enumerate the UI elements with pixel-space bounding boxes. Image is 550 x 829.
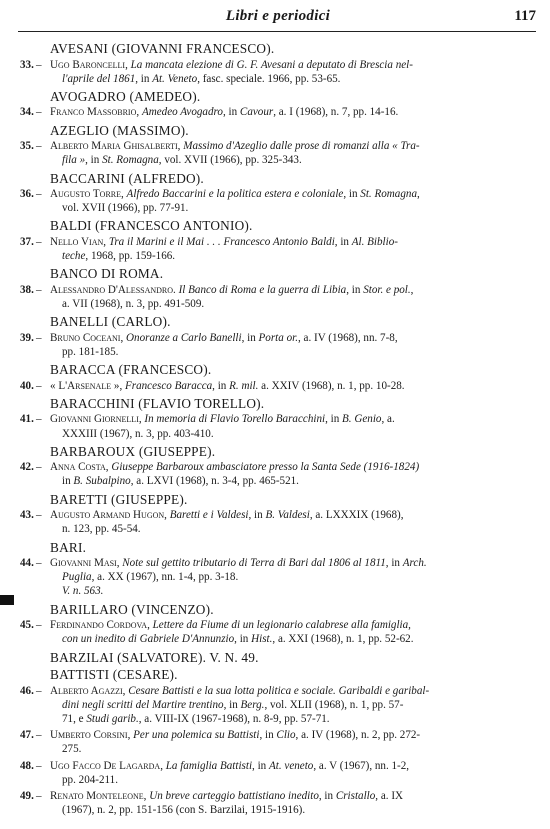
citation-text: , a. LXXXIX (1968), [309,509,404,522]
entry-line [50,412,538,426]
subject-heading: BARACCHINI (FLAVIO TORELLO). [50,395,265,411]
citation-text: , [147,619,153,632]
bibliography-entry [0,789,550,817]
author-name: Anna Costa [50,461,106,474]
author-name: Alberto Agazzi [50,684,123,697]
entry-line [50,345,538,359]
title-text: dini negli scritti del Martire trentino [62,698,224,711]
author-name: Giovanni Masi [50,557,117,570]
entry-number: 46. [20,684,34,697]
entry-number: 45. [20,619,34,632]
citation-text: , a. LXVI (1968), n. 3-4, pp. 465-521. [130,475,299,488]
entry-line [50,427,538,441]
citation-text: , in [325,413,343,426]
author-name: Renato Monteleone [50,790,144,802]
entry-dash: – [36,684,42,697]
entry-line [50,742,538,756]
title-text: fila » [62,154,86,167]
citation-text: , in [223,698,241,711]
citation-text: , [136,106,142,119]
title-text: Per una polemica su Battisti [133,729,260,742]
bibliography-entry [0,235,550,263]
title-text: La mancata elezione di G. F. Avesani a deputato di Brescia nel- [130,58,413,71]
entry-line [50,153,538,167]
author-name: Umberto Corsini [50,729,128,742]
entry-line [50,460,538,474]
entry-dash: – [36,759,42,772]
author-name: Alessandro D'Alessandro [50,283,174,296]
author-name: « L'Arsenale » [50,379,120,392]
subject-heading: BARILLARO (VINCENZO). [50,601,214,617]
author-name: Augusto Torre [50,188,121,201]
citation-text: , a. XX (1967), nn. 1-4, pp. 3-18. [91,571,239,584]
title-text: At. veneto [268,759,314,772]
citation-text: , [119,379,125,392]
title-text: Al. Biblio- [351,235,398,248]
citation-text: , 1968, pp. 159-166. [85,250,176,263]
entry-number: 48. [20,759,34,772]
author-name: Augusto Armand Hugon [50,509,165,522]
citation-text: , in [346,283,364,296]
entry-line [50,712,538,726]
title-text: V. n. 563. [62,585,104,598]
entry-number: 42. [20,461,34,474]
title-text: teche [62,250,86,263]
citation-text: , a. IV (1968), nn. 7-8, [297,331,398,344]
entry-number: 47. [20,729,34,742]
entry-number: 36. [20,188,34,201]
citation-text: vol. XVII (1966), pp. 77-91. [62,202,189,215]
entry-line [50,728,538,742]
bibliography-entry [0,412,550,440]
entry-line [50,522,538,536]
title-text: Amedeo Avogadro [141,106,223,119]
citation-text: 71, e [62,712,87,725]
citation-text: , in [241,331,259,344]
entry-line [50,72,538,86]
bibliography-entry [0,618,550,646]
title-text: Alfredo Baccarini e la politica estera e coloniale [126,188,344,201]
entry-number: 35. [20,140,34,153]
entry-line [50,632,538,646]
entry-line [50,789,538,803]
entry-number: 41. [20,413,34,426]
entry-dash: – [36,790,42,802]
entry-line [50,249,538,263]
title-text: Porta or. [258,331,298,344]
citation-text: , [143,790,150,802]
subject-heading: BARZILAI (SALVATORE). V. N. 49. [50,649,259,665]
title-text: Giuseppe Barbaroux ambasciatore presso la Santa Sede (1916-1824) [111,461,420,474]
entry-line [50,508,538,522]
citation-text: . [173,283,179,296]
running-title: Libri e periodici [225,8,331,24]
entry-dash: – [36,331,42,344]
citation-text: , in [212,379,230,392]
author-name: Nello Vian [50,235,104,248]
title-text: Lettere da Fiume di un legionario calabrese alla famiglia, [152,619,411,632]
entry-dash: – [36,188,42,201]
citation-text: , in [248,509,266,522]
subject-heading: BANELLI (CARLO). [50,314,171,330]
bibliography-entry [0,556,550,599]
entry-dash: – [36,106,42,119]
bibliography-entry [0,105,550,119]
citation-text: a. VII (1968), n. 3, pp. 491-509. [62,298,205,311]
citation-text: a. XXIV (1968), n. 1, pp. 10-28. [258,379,405,392]
title-text: Cavour [239,106,274,119]
citation-text: , in [252,759,269,772]
bibliography-entry [0,187,550,215]
title-text: La famiglia Battisti [165,759,253,772]
entry-list [0,40,550,819]
citation-text: in [62,475,74,488]
citation-text: , in [135,72,153,85]
bibliography-entry [0,460,550,488]
subject-heading: BARACCA (FRANCESCO). [50,362,212,378]
citation-text: , a. I (1968), n. 7, pp. 14-16. [273,106,399,119]
author-name: Alberto Maria Ghisalberti [50,140,178,153]
entry-line [50,584,538,598]
entry-number: 49. [20,790,34,802]
citation-text: 275. [62,743,82,756]
entry-dash: – [36,509,42,522]
subject-heading: BANCO DI ROMA. [50,266,164,282]
entry-number: 33. [20,58,34,71]
bibliography-entry [0,508,550,536]
citation-text: , [410,283,414,296]
subject-heading: BATTISTI (CESARE). [50,667,178,683]
citation-text: , [121,188,127,201]
author-name: Ferdinando Cordova [50,619,148,632]
citation-text: , [116,557,123,570]
citation-text: , a. [381,413,395,426]
citation-text: , a. XXI (1968), n. 1, pp. 52-62. [272,633,414,646]
title-text: Francesco Baracca [124,379,213,392]
title-text: Studi garib. [86,712,139,725]
citation-text: , in [85,154,103,167]
entry-dash: – [36,283,42,296]
citation-text: , [122,684,129,697]
citation-text: XXXIII (1967), n. 3, pp. 403-410. [62,427,214,440]
title-text: Massimo d'Azeglio dalle prose di romanzi alla « Tra- [183,140,420,153]
subject-heading: BACCARINI (ALFREDO). [50,170,204,186]
entry-dash: – [36,413,42,426]
subject-heading: AVESANI (GIOVANNI FRANCESCO). [50,41,275,56]
entry-dash: – [36,461,42,474]
citation-text: , fasc. speciale. 1966, pp. 53-65. [197,72,341,85]
entry-line [50,297,538,311]
author-name: Bruno Coceani [50,331,121,344]
subject-heading: BARBAROUX (GIUSEPPE). [50,443,216,459]
title-text: R. mil. [229,379,259,392]
entry-line [50,773,538,787]
title-text: Un breve carteggio battistiano inedito [149,790,319,802]
title-text: Baretti e i Valdesi [169,509,249,522]
author-name: Ugo Baroncelli [50,58,126,71]
entry-number: 44. [20,557,34,570]
citation-text: , in [234,633,252,646]
citation-text: , a. IV (1968), n. 2, pp. 272- [295,729,421,742]
entry-dash: – [36,729,42,742]
citation-text: n. 123, pp. 45-54. [62,523,141,536]
bibliography-entry [0,759,550,787]
bibliography-entry [0,139,550,167]
title-text: Cristallo [335,790,376,802]
title-text: Tra il Marini e il Mai . . . Francesco Antonio Baldi [108,235,335,248]
citation-text: , [103,235,109,248]
author-name: Franco Massobrio [50,106,137,119]
entry-line [50,235,538,249]
author-name: Giovanni Giornelli [50,413,139,426]
citation-text: , a. IX [375,790,404,802]
citation-text: , in [343,188,361,201]
entry-line [50,556,538,570]
entry-line [50,331,538,345]
entry-dash: – [36,557,42,570]
citation-text: , [120,331,127,344]
title-text: Arch. [402,557,427,570]
author-name: Ugo Facco De Lagarda [50,759,161,772]
subject-heading: AZEGLIO (MASSIMO). [50,122,189,138]
subject-heading: BARI. [50,539,87,555]
entry-dash: – [36,235,42,248]
entry-line [50,759,538,773]
citation-text: , [138,413,145,426]
citation-text: , [127,729,134,742]
citation-text: , [105,461,112,474]
citation-text: pp. 204-211. [62,773,118,786]
title-text: Il Banco di Roma e la guerra di Libia [178,283,347,296]
citation-text: , vol. XVII (1966), pp. 325-343. [158,154,302,167]
title-text: Cesare Battisti e la sua lotta politica e sociale. Garibaldi e garibal- [128,684,430,697]
citation-text: pp. 181-185. [62,345,119,358]
entry-line [50,698,538,712]
citation-text: , in [222,106,240,119]
citation-text: , in [385,557,403,570]
entry-number: 43. [20,509,34,522]
title-text: Stor. e pol. [363,283,411,296]
citation-text: , [417,188,420,201]
bibliography-entry [0,58,550,86]
bibliography-entry [0,728,550,756]
citation-text: , [177,140,184,153]
entry-line [50,379,538,393]
entry-dash: – [36,619,42,632]
entry-line [50,803,538,817]
entry-dash: – [36,379,42,392]
entry-line [50,139,538,153]
title-text: St. Romagna [360,188,417,201]
title-text: Puglia [62,571,92,584]
entry-number: 40. [20,379,34,392]
header-rule [18,31,536,32]
entry-dash: – [36,140,42,153]
entry-line [50,105,538,119]
citation-text: , [164,509,170,522]
title-text: B. Valdesi [265,509,310,522]
entry-line [50,618,538,632]
title-text: B. Subalpino [73,475,131,488]
title-text: Hist. [251,633,273,646]
title-text: Berg. [240,698,265,711]
title-text: At. Veneto [152,72,198,85]
entry-number: 34. [20,106,34,119]
title-text: In memoria di Flavio Torello Baracchini [144,413,326,426]
bibliography-entry [0,684,550,727]
subject-heading: BALDI (FRANCESCO ANTONIO). [50,218,253,234]
title-text: Clio [276,729,296,742]
bibliography-entry [0,283,550,311]
entry-number: 37. [20,235,34,248]
entry-line [50,187,538,201]
entry-line [50,58,538,72]
citation-text: , in [318,790,336,802]
citation-text: , in [259,729,277,742]
entry-dash: – [36,58,42,71]
title-text: l'aprile del 1861 [62,72,136,85]
title-text: Note sul gettito tributario di Terra di Bari dal 1806 al 1811 [122,557,386,570]
title-text: con un inedito di Gabriele D'Annunzio [62,633,235,646]
entry-line [50,283,538,297]
title-text: B. Genio [342,413,382,426]
entry-line [50,201,538,215]
title-text: St. Romagna [102,154,159,167]
entry-line [50,474,538,488]
bibliography-entry [0,379,550,393]
entry-line [50,684,538,698]
title-text: Onoranze a Carlo Banelli [126,331,242,344]
citation-text: (1967), n. 2, pp. 151-156 (con S. Barzilai, 1915-1916). [62,804,306,817]
entry-number: 38. [20,283,34,296]
citation-text: , in [334,235,352,248]
page-number: 117 [514,8,536,24]
bibliography-entry [0,331,550,359]
citation-text: , vol. XLII (1968), n. 1, pp. 57- [264,698,404,711]
subject-heading: BARETTI (GIUSEPPE). [50,491,188,507]
entry-number: 39. [20,331,34,344]
citation-text: , a. VIII-IX (1967-1968), n. 8-9, pp. 57-71. [138,712,330,725]
citation-text: , [125,58,131,71]
citation-text: , a. V (1967), nn. 1-2, [313,759,410,772]
entry-line [50,570,538,584]
subject-heading: AVOGADRO (AMEDEO). [50,88,201,104]
citation-text: , [160,759,166,772]
